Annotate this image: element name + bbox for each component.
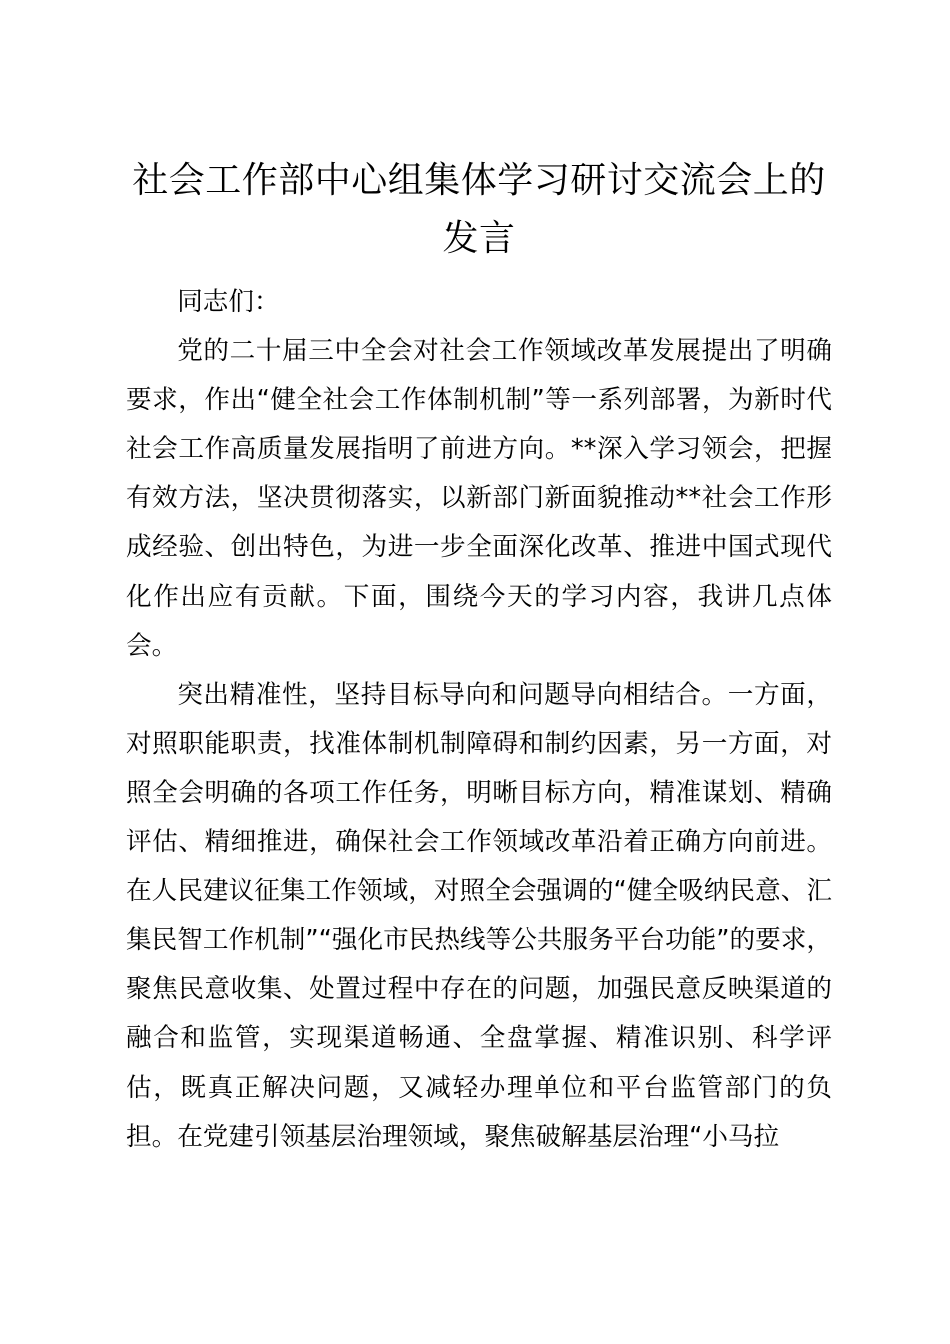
salutation: 同志们： (177, 287, 280, 317)
document-title: 社会工作部中心组集体学习研讨交流会上的发言 (132, 160, 826, 259)
paragraph-precision: 突出精准性，坚持目标导向和问题导向相结合。一方面，对照职能职责，找准体制机制障碍和制约因素，另一方面，对照全会明确的各项工作任务，明晰目标方向，精准谋划、精确评估、精细推进，确保社会工作领域改革沿着正确方向前进。在人民建议征集工作领域，对照全会强调的“健全吸纳民意、汇集民智工作机制”“强化市民热线等公共服务平台功能”的要求，聚焦民意收集、处置过程中存在的问题，加强民意反映渠道的融合和监管，实现渠道畅通、全盘掌握、精准识别、科学评估，既真正解决问题，又减轻办理单位和平台监管部门的负担。在党建引领基层治理领域，聚焦破解基层治理“小马拉 (126, 679, 832, 1152)
paragraph-intro: 党的二十届三中全会对社会工作领域改革发展提出了明确要求，作出“健全社会工作体制机制”等一系列部署，为新时代社会工作高质量发展指明了前进方向。**深入学习领会，把握有效方法，坚决贯彻落实，以新部门新面貌推动**社会工作形成经验、创出特色，为进一步全面深化改革、推进中国式现代化作出应有贡献。下面，围绕今天的学习内容，我讲几点体会。 (126, 336, 832, 661)
document-body (126, 278, 832, 1162)
